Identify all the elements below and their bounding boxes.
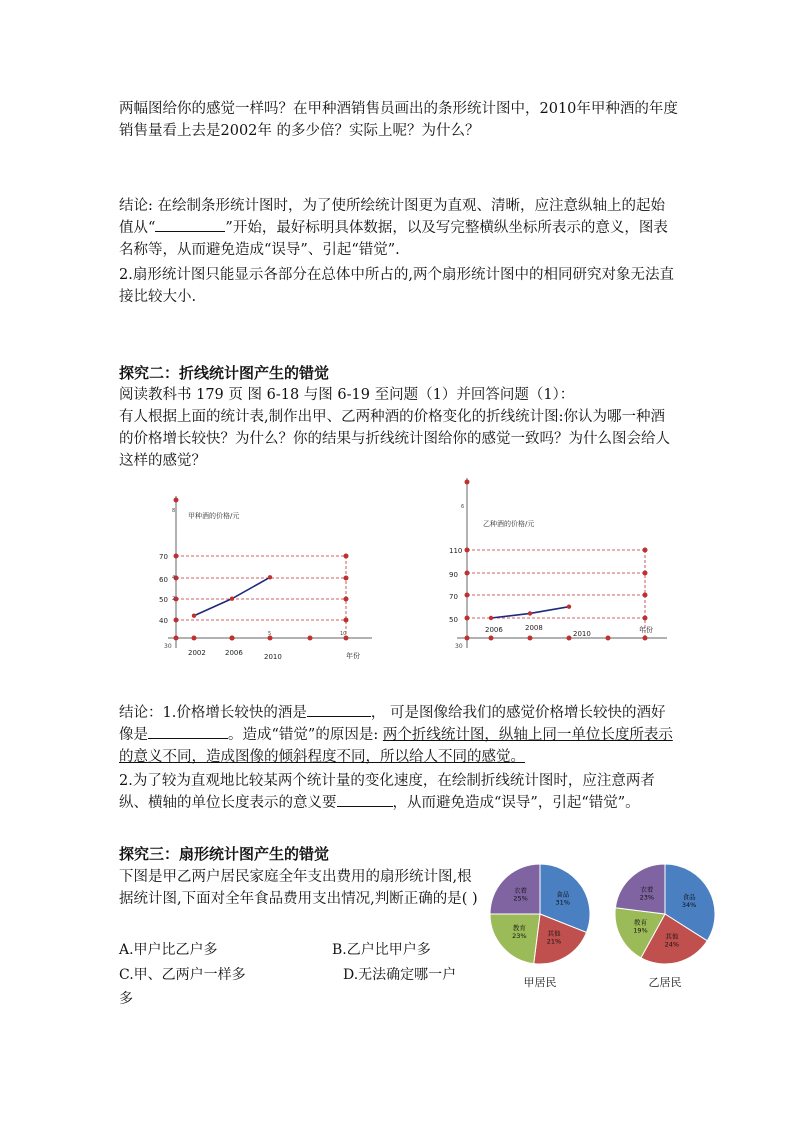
x-tick-label: 2010 bbox=[573, 630, 591, 638]
x-tick-point bbox=[308, 636, 313, 641]
explore-2-body: 有人根据上面的统计表,制作出甲、乙两种酒的价格变化的折线统计图:你认为哪一种酒的价格增长较快？为什么？你的结果与折线统计图给你的感觉一致吗？为什么图会给人这样的感觉？ bbox=[119, 409, 670, 469]
option-a[interactable]: A.甲户比乙户多 bbox=[119, 942, 218, 958]
slice-value: 24% bbox=[664, 940, 680, 949]
conclusion-pie-note: 2.扇形统计图只能显示各部分在总体中所占的,两个扇形统计图中的相同研究对象无法直接比较大小. bbox=[119, 267, 674, 305]
fill-blank-same[interactable] bbox=[337, 792, 393, 807]
option-d-continued: 多 bbox=[119, 991, 133, 1007]
conclusion-2-reason: 两个折线统计图，纵轴上同一单位长度所表示的意义不同，造成图像的倾斜程度不同，所以给人不同的感觉。 bbox=[119, 727, 673, 765]
x-tick-label: 2006 bbox=[485, 626, 503, 634]
grid-point bbox=[174, 498, 179, 503]
conclusion-1-part-a: 结论: 在绘制条形统计图时，为了使所绘统计图更为直观、清晰，应注意纵轴上的起始值从“ bbox=[119, 198, 665, 236]
conclusion-2 bbox=[119, 702, 679, 768]
y-tick-label: 90 bbox=[449, 571, 458, 579]
origin-label: 30 bbox=[164, 643, 172, 650]
slice-value: 21% bbox=[546, 937, 562, 946]
data-point-jia bbox=[268, 575, 272, 579]
chart-title: 乙种酒的价格/元 bbox=[483, 520, 535, 528]
conclusion-2-part-a: 结论：1.价格增长较快的酒是 bbox=[119, 705, 307, 721]
slice-label: 其他 bbox=[547, 929, 561, 938]
conclusion-2-part-b: ， 可是图像给我们的感觉价格增长较快的酒好像是 bbox=[119, 705, 666, 743]
x-axis-label: 年份 bbox=[346, 652, 360, 660]
conclusion-2-part-e: ，从而避免造成“误导”，引起“错觉”。 bbox=[392, 795, 640, 811]
slice-label: 其他 bbox=[665, 932, 679, 941]
x-tick-point bbox=[192, 636, 197, 641]
data-point-yi bbox=[528, 611, 532, 615]
grid-point bbox=[465, 571, 470, 576]
conclusion-1-part-b: ”开始，最好标明具体数据，以及写完整横纵坐标所表示的意义，图表名称等，从而避免造成“误导”、引起“错觉”. bbox=[119, 220, 668, 258]
pie-caption: 甲居民 bbox=[523, 976, 557, 989]
grid-point bbox=[465, 548, 470, 553]
grid-point bbox=[174, 618, 179, 623]
data-point-yi bbox=[489, 616, 493, 620]
chart-title: 甲种酒的价格/元 bbox=[188, 512, 240, 520]
option-b[interactable]: B.乙户比甲户多 bbox=[332, 942, 431, 958]
grid-point bbox=[465, 616, 470, 621]
x-tick-point bbox=[230, 636, 235, 641]
pie-chart-jia bbox=[488, 862, 608, 992]
y-tick-label: 40 bbox=[159, 617, 168, 625]
x-tick-point bbox=[643, 636, 648, 641]
line-chart-yi bbox=[445, 474, 675, 654]
slice-value: 25% bbox=[513, 894, 528, 903]
slice-value: 19% bbox=[633, 926, 648, 935]
y-tick-label: 2 bbox=[172, 596, 176, 602]
slice-label: 食品 bbox=[682, 892, 696, 901]
x-axis-label: 年份 bbox=[639, 626, 653, 634]
x-tick-label: 2006 bbox=[225, 649, 243, 657]
slice-label: 教育 bbox=[512, 924, 526, 933]
pie-caption: 乙居民 bbox=[648, 976, 682, 989]
slice-label: 衣着 bbox=[514, 886, 528, 895]
origin-point bbox=[465, 636, 470, 641]
explore-3-body: 下图是甲乙两户居民家庭全年支出费用的扇形统计图,根据统计图,下面对全年食品费用支出情况,判断正确的是( ) bbox=[119, 869, 478, 907]
conclusion-2-part-d: 2.为了较为直观地比较某两个统计量的变化速度，在绘制折线统计图时，应注意两者纵、横轴的单位长度表示的意义要 bbox=[119, 773, 655, 811]
x-tick-label: 5 bbox=[268, 631, 272, 637]
fill-blank-seems-faster-wine[interactable] bbox=[148, 724, 228, 739]
y-tick-label: 50 bbox=[449, 616, 458, 624]
conclusion-1 bbox=[119, 195, 679, 261]
y-tick-label: 110 bbox=[449, 547, 463, 555]
explore-3-title: 探究三：扇形统计图产生的错觉 bbox=[119, 845, 330, 863]
grid-point bbox=[174, 554, 179, 559]
data-point-yi bbox=[567, 604, 571, 608]
y-tick-label: 50 bbox=[159, 596, 168, 604]
x-tick-point bbox=[528, 636, 533, 641]
slice-value: 23% bbox=[512, 932, 527, 941]
conclusion-2-point-2 bbox=[119, 770, 679, 814]
x-tick-point bbox=[567, 636, 572, 641]
slice-value: 31% bbox=[555, 898, 570, 907]
slice-label: 教育 bbox=[633, 918, 647, 927]
y-tick-label: 4 bbox=[172, 575, 176, 581]
x-tick-label: 2008 bbox=[525, 624, 543, 632]
option-d[interactable]: D.无法确定哪一户 bbox=[343, 967, 457, 983]
grid-point bbox=[465, 593, 470, 598]
x-tick-point bbox=[489, 636, 494, 641]
slice-label: 食品 bbox=[556, 890, 570, 899]
option-c[interactable]: C.甲、乙两户一样多 bbox=[119, 967, 246, 983]
data-point-jia bbox=[230, 596, 234, 600]
y-tick-label: 70 bbox=[449, 593, 458, 601]
x-tick-label: 2002 bbox=[188, 649, 206, 657]
fill-blank-start-value[interactable] bbox=[155, 217, 225, 232]
grid-point bbox=[465, 480, 470, 485]
y-tick-label: 8 bbox=[172, 508, 176, 514]
y-tick-label: 70 bbox=[159, 553, 168, 561]
conclusion-2-part-c: 。造成“错觉”的原因是: bbox=[228, 727, 383, 743]
y-tick-label: 6 bbox=[461, 504, 465, 510]
x-tick-point bbox=[606, 636, 611, 641]
slice-label: 衣着 bbox=[640, 885, 654, 894]
fill-blank-faster-wine[interactable] bbox=[307, 702, 371, 717]
x-tick-label: 2010 bbox=[264, 653, 282, 661]
intro-question: 两幅图给你的感觉一样吗？在甲种酒销售员画出的条形统计图中，2010年甲种酒的年度销售量看上去是2002年 的多少倍？实际上呢？为什么？ bbox=[119, 101, 678, 139]
explore-2-title: 探究二：折线统计图产生的错觉 bbox=[119, 364, 330, 382]
slice-value: 23% bbox=[639, 893, 655, 902]
x-tick-label: 10 bbox=[340, 631, 347, 637]
data-point-jia bbox=[192, 614, 196, 618]
slice-value: 34% bbox=[681, 900, 697, 909]
pie-chart-yi bbox=[613, 862, 733, 992]
origin-point bbox=[174, 636, 179, 641]
line-chart-jia bbox=[150, 490, 390, 670]
y-tick-label: 60 bbox=[159, 576, 168, 584]
origin-label: 30 bbox=[455, 643, 463, 650]
explore-2-reading: 阅读教科书 179 页 图 6-18 与图 6-19 至问题（1）并回答问题（1）： bbox=[119, 387, 575, 403]
